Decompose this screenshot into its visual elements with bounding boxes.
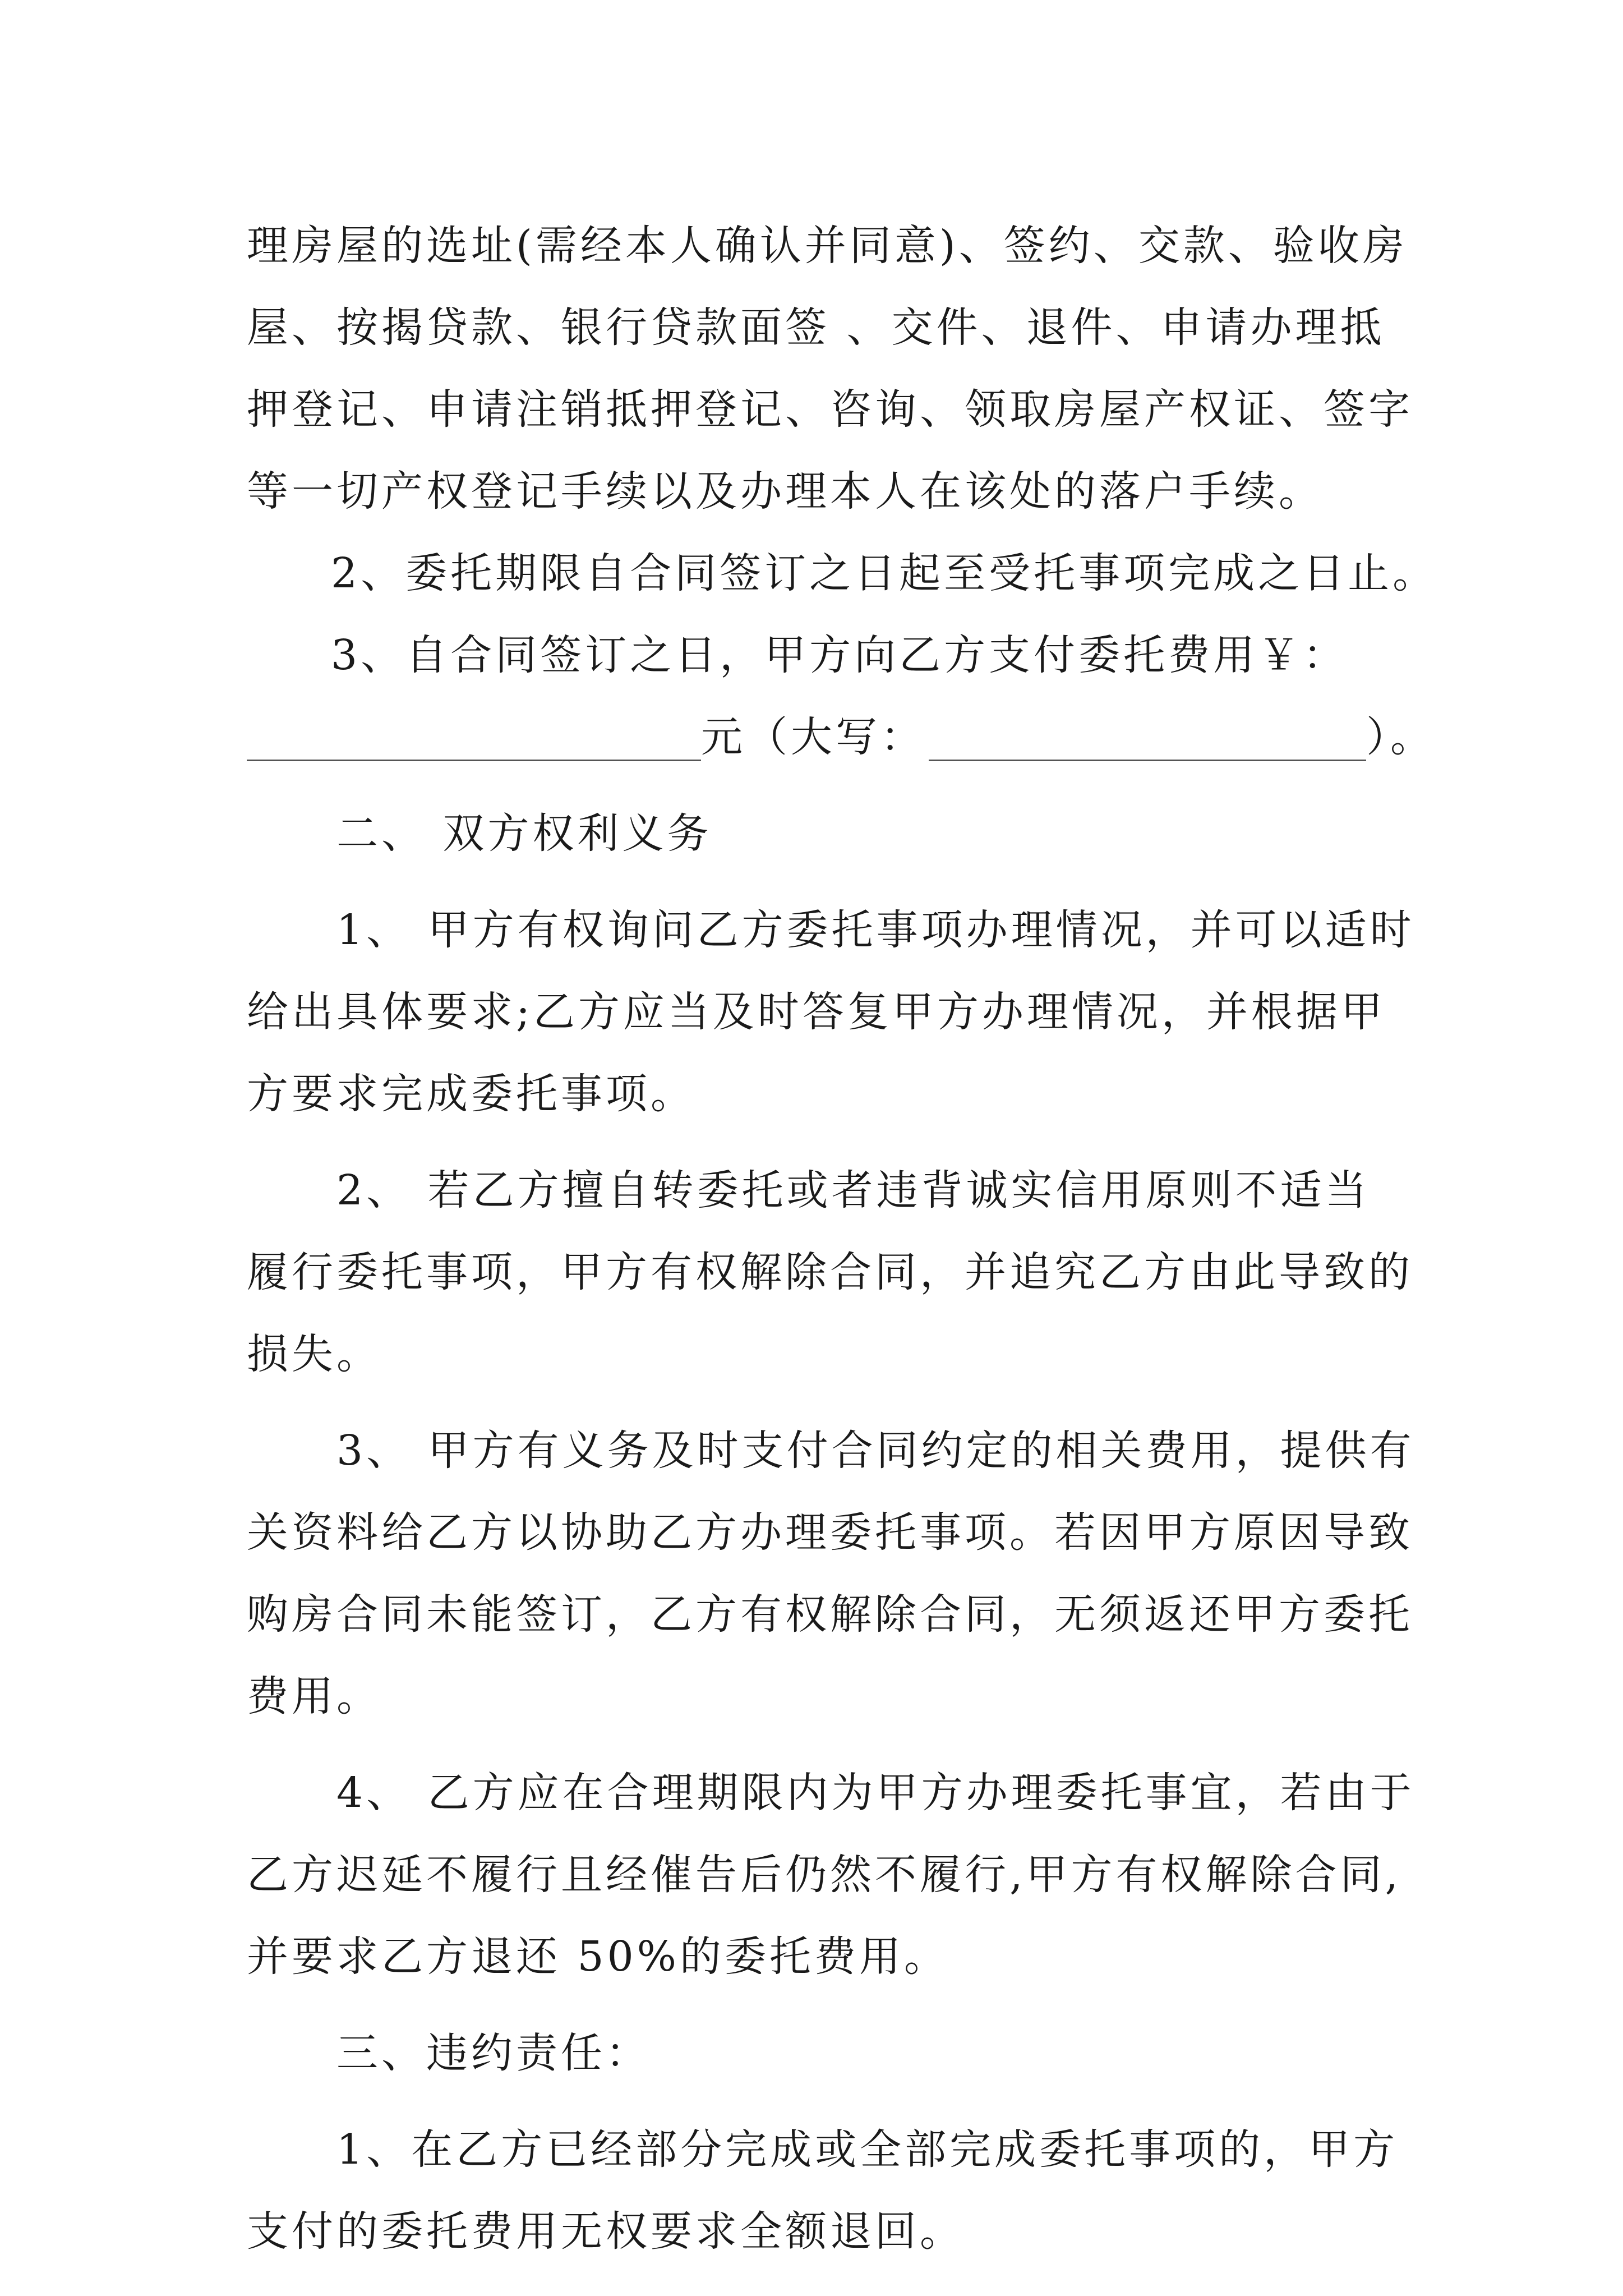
text-line: 等一切产权登记手续以及办理本人在该处的落户手续。: [247, 467, 1324, 516]
text-line: 屋、按揭贷款、银行贷款面签 、交件、退件、申请办理抵: [247, 303, 1385, 352]
text-line: 2、 若乙方擅自转委托或者违背诚实信用原则不适当: [336, 1166, 1370, 1214]
text-line: 履行委托事项，甲方有权解除合同，并追究乙方由此导致的: [247, 1248, 1413, 1296]
text-line: 方要求完成委托事项。: [247, 1070, 695, 1118]
fee-yuan-label: 元（大写：: [701, 713, 925, 761]
fee-amount-blank: [247, 720, 701, 761]
text-line: 给出具体要求;乙方应当及时答复甲方办理情况，并根据甲: [247, 988, 1386, 1036]
clause-3-fee: 3、自合同签订之日，甲方向乙方支付委托费用￥：: [331, 631, 1348, 679]
text-line: 并要求乙方退还 50%的委托费用。: [247, 1932, 949, 1981]
fee-words-blank: [929, 720, 1366, 761]
section-2-paragraph-3: [247, 1410, 1413, 1737]
fee-close-label: ）。: [1366, 713, 1435, 761]
text-line: 乙方迟延不履行且经催告后仍然不履行,甲方有权解除合同,: [247, 1851, 1402, 1899]
intro-paragraph: [247, 205, 1413, 532]
section-2-paragraph-1: [247, 889, 1413, 1135]
section-3-paragraph-1: [247, 2109, 1413, 2272]
clause-3-fee-blanks: [247, 696, 1435, 778]
text-line: 3、 甲方有义务及时支付合同约定的相关费用，提供有: [336, 1427, 1415, 1475]
text-line: 理房屋的选址(需经本人确认并同意)、签约、交款、验收房: [247, 222, 1408, 270]
text-line: 4、 乙方应在合理期限内为甲方办理委托事宜，若由于: [336, 1769, 1415, 1817]
text-line: 关资料给乙方以协助乙方办理委托事项。若因甲方原因导致: [247, 1508, 1413, 1557]
text-line: 1、 甲方有权询问乙方委托事项办理情况，并可以适时: [336, 906, 1415, 954]
section-2-paragraph-2: [247, 1149, 1413, 1395]
text-line: 支付的委托费用无权要求全额退回。: [247, 2207, 965, 2256]
section-2-paragraph-4: [247, 1752, 1413, 1998]
text-line: 损失。: [247, 1330, 381, 1378]
text-line: 1、在乙方已经部分完成或全部完成委托事项的，甲方: [336, 2125, 1399, 2174]
document-page: [247, 205, 1438, 2272]
text-line: 费用。: [247, 1672, 381, 1720]
text-line: 购房合同未能签订，乙方有权解除合同，无须返还甲方委托: [247, 1590, 1413, 1639]
section-3-title: 三、违约责任：: [336, 2029, 651, 2077]
section-2-title: 二、 双方权利义务: [336, 809, 712, 858]
clause-2-term: 2、委托期限自合同签订之日起至受托事项完成之日止。: [331, 549, 1438, 597]
text-line: 押登记、申请注销抵押登记、咨询、领取房屋产权证、签字: [247, 385, 1413, 434]
